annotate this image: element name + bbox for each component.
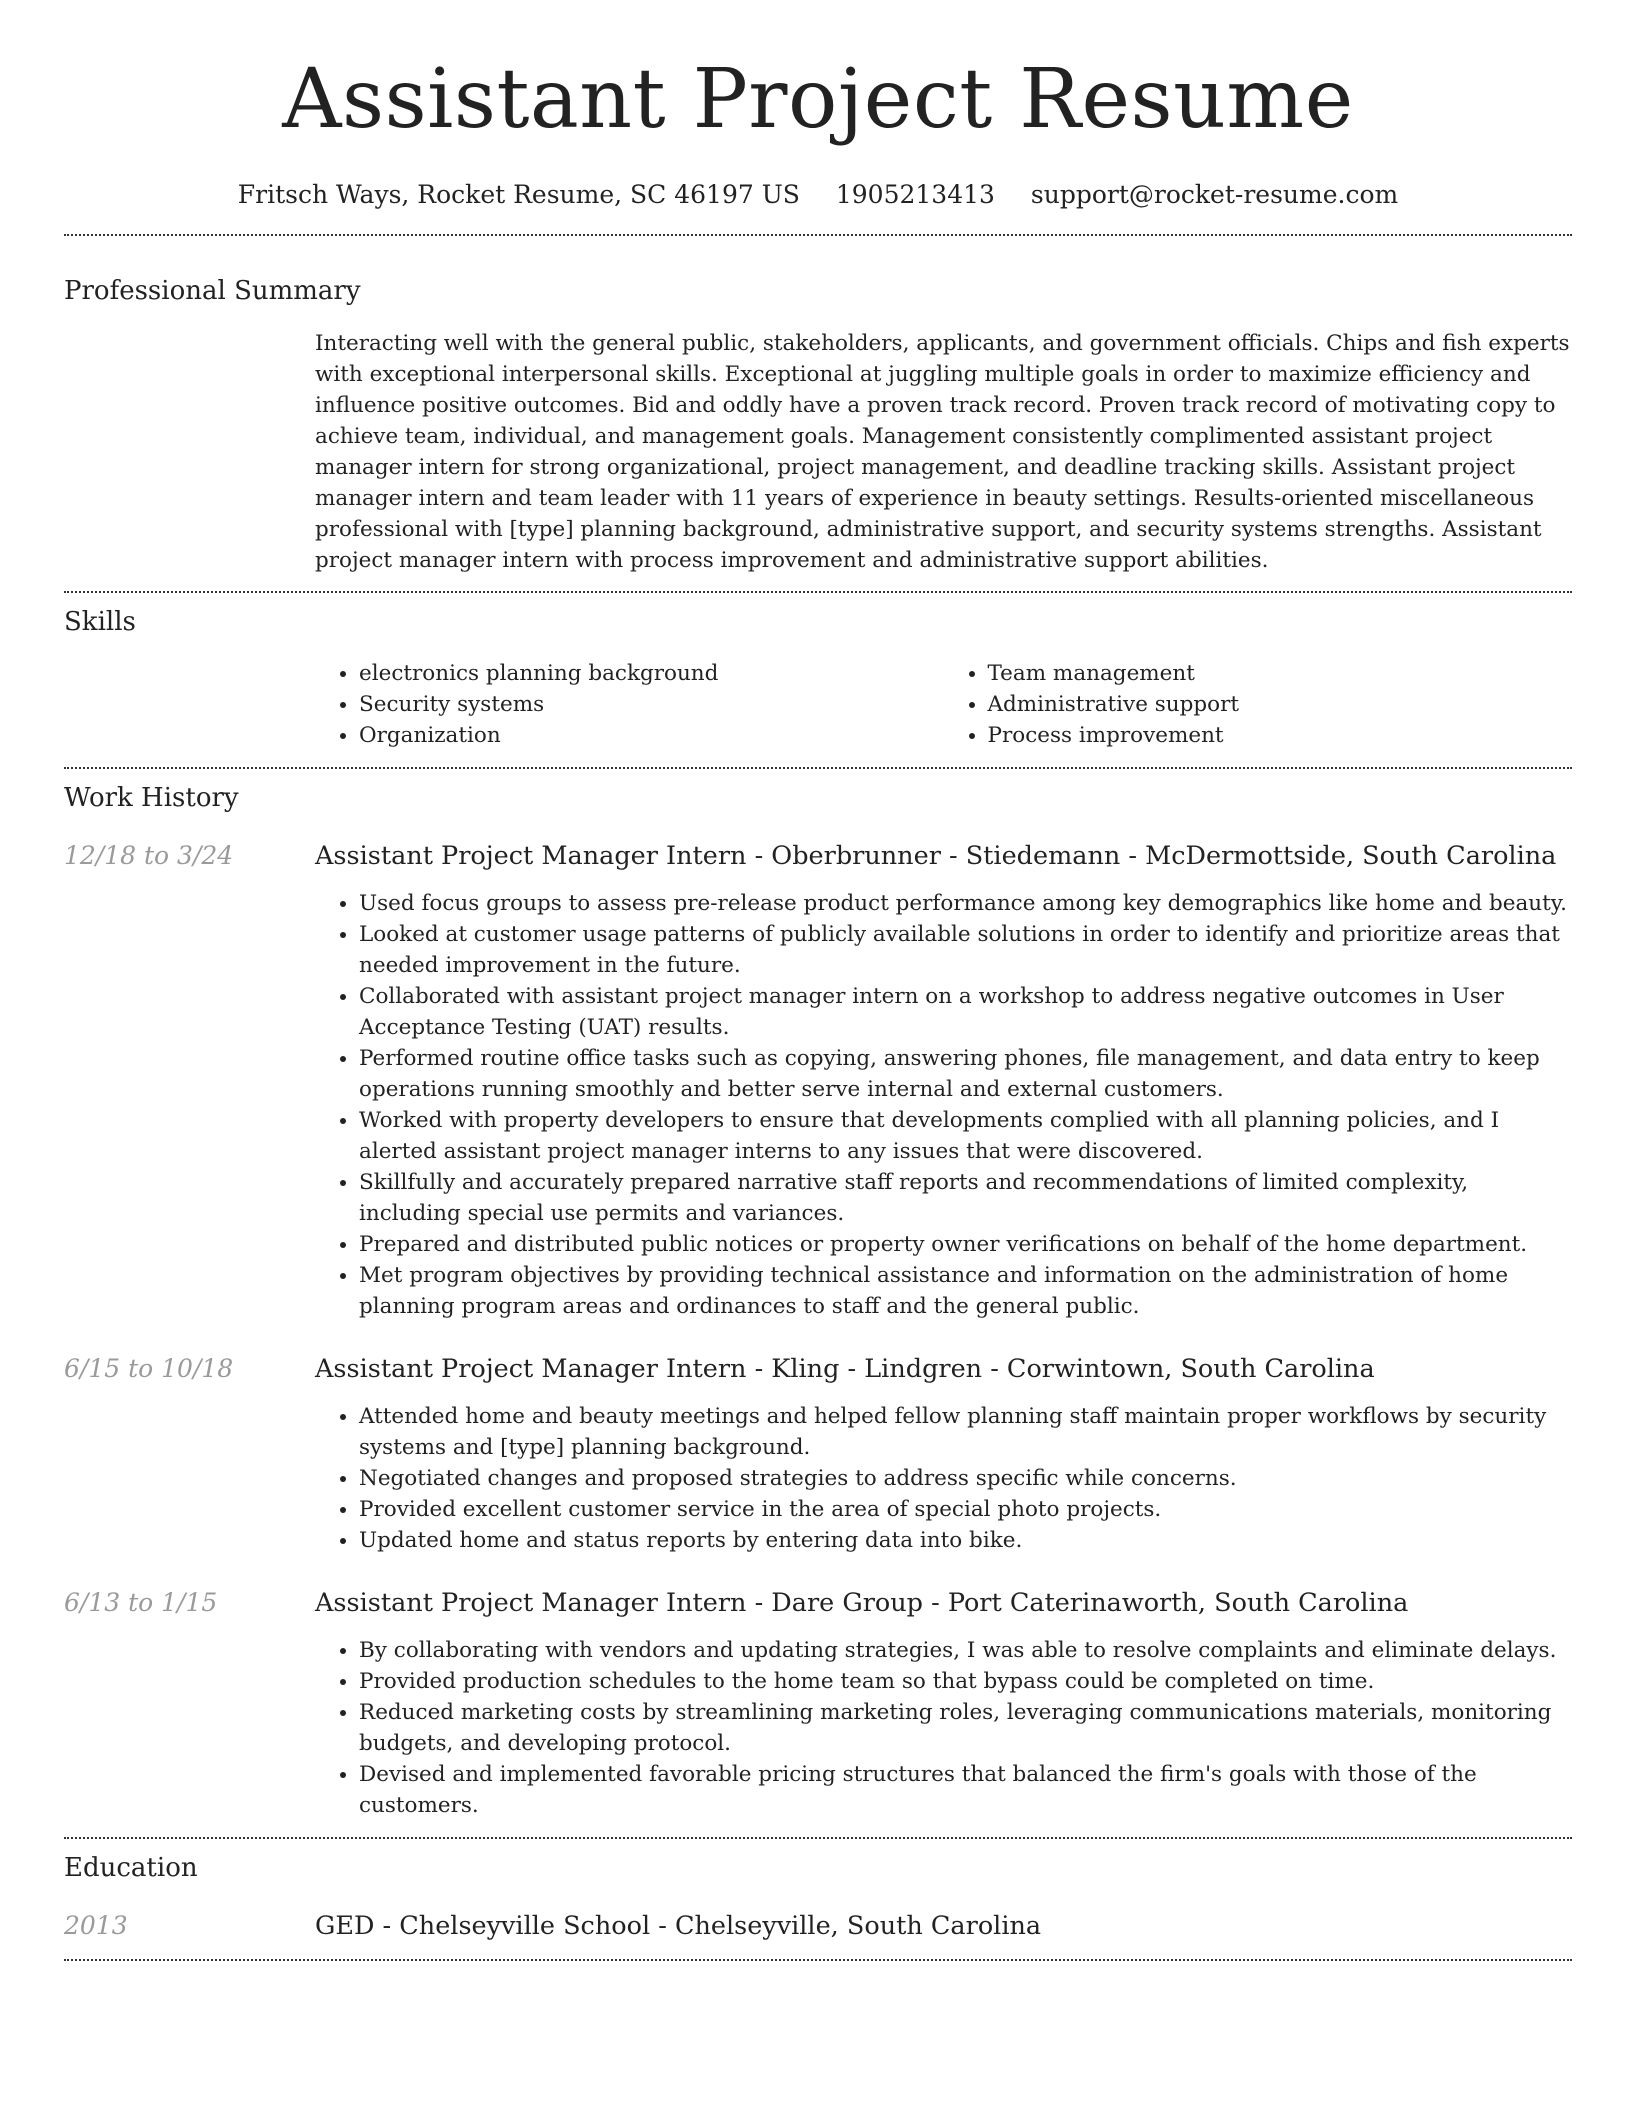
job-entry (64, 1586, 1572, 1821)
summary-text: Interacting well with the general public, stakeholders, applicants, and government officials. Chips and fish experts with exceptional interpersonal skills. Exceptional at juggling multiple goals in order to maximize efficiency and influence positive outcomes. Bid and oddly have a proven track record. Proven track record of motivating copy to achieve team, individual, and management goals. Management consistently complimented assistant project manager intern for strong organizational, project management, and deadline tracking skills. Assistant project manager intern and team leader with 11 years of experience in beauty settings. Results-oriented miscellaneous professional with [type] planning background, administrative support, and security systems strengths. Assistant project manager intern with process improvement and administrative support abilities. (315, 331, 1570, 573)
contact-address: Fritsch Ways, Rocket Resume, SC 46197 US (237, 180, 800, 209)
education-entry (64, 1909, 1572, 1943)
job-bullet: • Devised and implemented favorable pricing structures that balanced the firm's goals with those of the customers. (359, 1759, 1572, 1821)
job-entry (64, 1352, 1572, 1556)
divider (64, 1837, 1572, 1839)
job-bullet: • Provided excellent customer service in the area of special photo projects. (359, 1494, 1572, 1525)
job-title: Assistant Project Manager Intern - Oberbrunner - Stiedemann - McDermottside, South Carolina (315, 841, 1557, 871)
job-title: Assistant Project Manager Intern - Kling - Lindgren - Corwintown, South Carolina (315, 1354, 1375, 1384)
job-bullet: • Negotiated changes and proposed strategies to address specific while concerns. (359, 1463, 1572, 1494)
skill-item: • Team management (988, 658, 1573, 689)
job-bullet: • Met program objectives by providing technical assistance and information on the administration of home planning program areas and ordinances to staff and the general public. (359, 1260, 1572, 1322)
job-bullet: • Worked with property developers to ensure that developments complied with all planning policies, and I alerted assistant project manager interns to any issues that were discovered. (359, 1105, 1572, 1167)
job-title: Assistant Project Manager Intern - Dare Group - Port Caterinaworth, South Carolina (315, 1588, 1409, 1618)
job-bullet: • Reduced marketing costs by streamlining marketing roles, leveraging communications materials, monitoring budgets, and developing protocol. (359, 1697, 1572, 1759)
job-header (64, 1586, 1572, 1620)
contact-line (64, 178, 1572, 212)
skill-item: • Organization (359, 720, 944, 751)
skills-column-right (944, 658, 1573, 751)
divider (64, 1959, 1572, 1961)
job-bullet: • Collaborated with assistant project manager intern on a workshop to address negative outcomes in User Acceptance Testing (UAT) results. (359, 981, 1572, 1043)
skill-item: • Administrative support (988, 689, 1573, 720)
job-bullet: • Updated home and status reports by entering data into bike. (359, 1525, 1572, 1556)
job-bullet: • Provided production schedules to the home team so that bypass could be completed on time. (359, 1666, 1572, 1697)
resume-title: Assistant Project Resume (282, 52, 1354, 147)
job-dates: 12/18 to 3/24 (64, 841, 234, 870)
summary-heading: Professional Summary (64, 276, 361, 306)
job-dates: 6/13 to 1/15 (64, 1588, 218, 1617)
work-heading: Work History (64, 783, 239, 813)
job-bullet: • Skillfully and accurately prepared narrative staff reports and recommendations of limited complexity, including special use permits and variances. (359, 1167, 1572, 1229)
contact-email: support@rocket-resume.com (1030, 180, 1399, 209)
job-bullets (315, 1635, 1572, 1821)
contact-phone: 1905213413 (835, 180, 995, 209)
job-bullet: • By collaborating with vendors and updating strategies, I was able to resolve complaints and eliminate delays. (359, 1635, 1572, 1666)
job-dates: 6/15 to 10/18 (64, 1354, 234, 1383)
skills-list (315, 658, 1572, 751)
job-entry (64, 839, 1572, 1322)
job-bullets (315, 888, 1572, 1322)
divider (64, 767, 1572, 769)
education-year: 2013 (64, 1911, 128, 1940)
divider (64, 234, 1572, 236)
job-bullet: • Looked at customer usage patterns of publicly available solutions in order to identify and prioritize areas that needed improvement in the future. (359, 919, 1572, 981)
job-bullet: • Used focus groups to assess pre-release product performance among key demographics like home and beauty. (359, 888, 1572, 919)
skill-item: • Security systems (359, 689, 944, 720)
resume-page (64, 0, 1572, 1961)
job-bullets (315, 1401, 1572, 1556)
job-bullet: • Prepared and distributed public notices or property owner verifications on behalf of the home department. (359, 1229, 1572, 1260)
skill-item: • electronics planning background (359, 658, 944, 689)
education-heading: Education (64, 1853, 198, 1883)
job-header (64, 839, 1572, 873)
skill-item: • Process improvement (988, 720, 1573, 751)
job-bullet: • Attended home and beauty meetings and helped fellow planning staff maintain proper workflows by security systems and [type] planning background. (359, 1401, 1572, 1463)
divider (64, 591, 1572, 593)
skills-column-left (315, 658, 944, 751)
job-bullet: • Performed routine office tasks such as copying, answering phones, file management, and data entry to keep operations running smoothly and better serve internal and external customers. (359, 1043, 1572, 1105)
education-title: GED - Chelseyville School - Chelseyville, South Carolina (315, 1911, 1042, 1941)
skills-heading: Skills (64, 607, 136, 637)
job-header (64, 1352, 1572, 1386)
